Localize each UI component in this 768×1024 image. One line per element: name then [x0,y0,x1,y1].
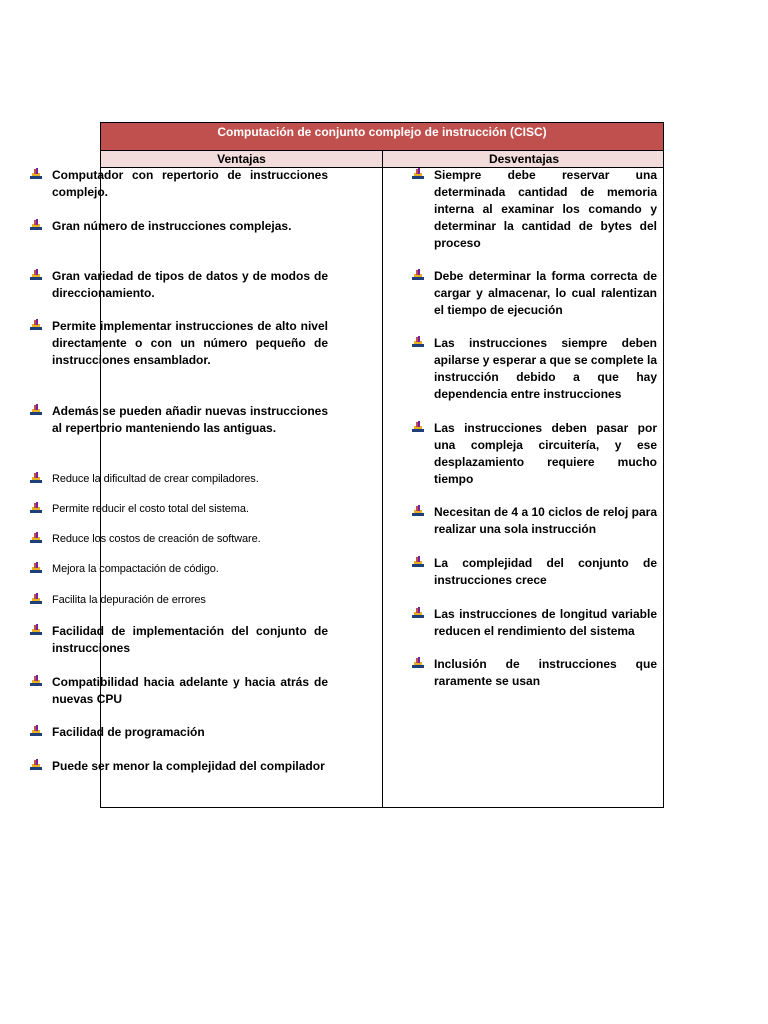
hand-pointing-bullet-icon [412,269,424,281]
hand-pointing-bullet-icon [412,421,424,433]
list-item: Puede ser menor la complejidad del compilador [52,758,328,775]
list-item: Facilidad de implementación del conjunto de instrucciones [52,623,328,657]
hand-pointing-bullet-icon [30,624,42,636]
hand-pointing-bullet-icon [412,607,424,619]
table-title: Computación de conjunto complejo de instrucción (CISC) [101,123,663,151]
list-item: Compatibilidad hacia adelante y hacia atrás de nuevas CPU [52,674,328,708]
list-item: Las instrucciones deben pasar por una compleja circuitería, y ese desplazamiento requiere mucho tiempo [434,420,657,488]
hand-pointing-bullet-icon [412,657,424,669]
header-ventajas: Ventajas [217,152,266,166]
hand-pointing-bullet-icon [30,675,42,687]
list-item: Facilita la depuración de errores [52,592,328,609]
hand-pointing-bullet-icon [30,319,42,331]
list-item: Las instrucciones siempre deben apilarse y esperar a que se complete la instrucción debido a que hay dependencia entre instrucciones [434,335,657,403]
column-divider [382,151,383,808]
hand-pointing-bullet-icon [412,168,424,180]
hand-pointing-bullet-icon [30,562,42,574]
header-desventajas: Desventajas [488,152,560,166]
hand-pointing-bullet-icon [30,532,42,544]
hand-pointing-bullet-icon [412,505,424,517]
hand-pointing-bullet-icon [30,502,42,514]
list-item: Gran número de instrucciones complejas. [52,218,328,235]
list-item: Computador con repertorio de instrucciones complejo. [52,167,328,201]
list-item: Siempre debe reservar una determinada cantidad de memoria interna al examinar los comando y determinar la cantidad de bytes del proceso [434,167,657,252]
hand-pointing-bullet-icon [30,725,42,737]
hand-pointing-bullet-icon [412,556,424,568]
list-item: Reduce los costos de creación de software. [52,531,328,548]
list-item: Necesitan de 4 a 10 ciclos de reloj para realizar una sola instrucción [434,504,657,538]
hand-pointing-bullet-icon [30,593,42,605]
list-item: Gran variedad de tipos de datos y de modos de direccionamiento. [52,268,328,302]
list-item: Permite implementar instrucciones de alto nivel directamente o con un número pequeño de instrucciones ensamblador. [52,318,328,369]
hand-pointing-bullet-icon [30,168,42,180]
list-item: Inclusión de instrucciones que raramente se usan [434,656,657,690]
list-item: Permite reducir el costo total del sistema. [52,501,328,518]
hand-pointing-bullet-icon [30,759,42,771]
list-item: Además se pueden añadir nuevas instrucciones al repertorio manteniendo las antiguas. [52,403,328,437]
list-item: Las instrucciones de longitud variable reducen el rendimiento del sistema [434,606,657,640]
list-item: Debe determinar la forma correcta de cargar y almacenar, lo cual ralentizan el tiempo de ejecución [434,268,657,319]
hand-pointing-bullet-icon [30,404,42,416]
list-item: La complejidad del conjunto de instrucciones crece [434,555,657,589]
list-item: Facilidad de programación [52,724,328,741]
hand-pointing-bullet-icon [30,269,42,281]
hand-pointing-bullet-icon [30,472,42,484]
list-item: Reduce la dificultad de crear compiladores. [52,471,328,488]
list-item: Mejora la compactación de código. [52,561,328,578]
hand-pointing-bullet-icon [412,336,424,348]
hand-pointing-bullet-icon [30,219,42,231]
